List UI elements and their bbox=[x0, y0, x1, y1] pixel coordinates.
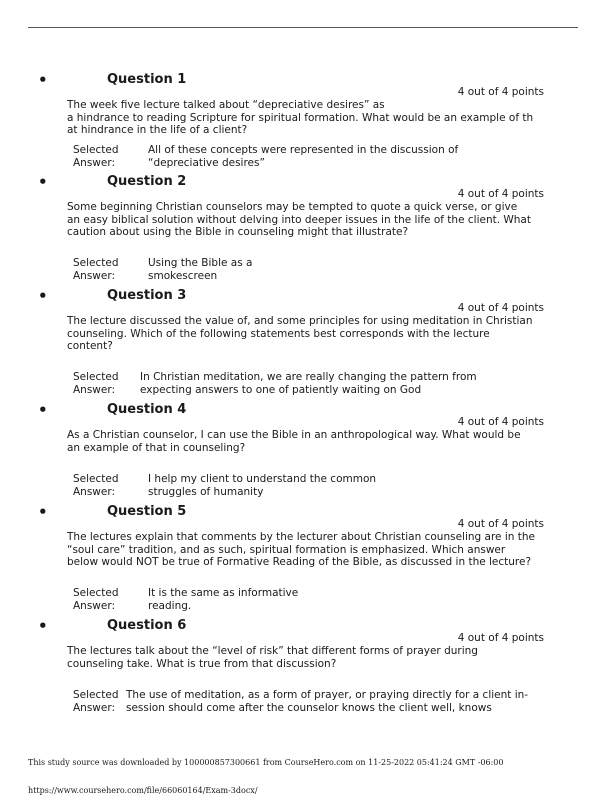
selected-answer-text: Using the Bible as a smokescreen bbox=[148, 257, 253, 282]
top-divider bbox=[28, 27, 578, 28]
download-notice: This study source was downloaded by 100000857300661 from CourseHero.com on 11-25-2022 05:41:24 GMT -06:00 bbox=[28, 758, 504, 767]
question-title: Question 2 bbox=[107, 174, 187, 189]
bullet: • bbox=[38, 173, 48, 191]
selected-answer-text: In Christian meditation, we are really changing the pattern from expecting answers to one of patiently waiting on God bbox=[140, 371, 477, 396]
question-prompt: As a Christian counselor, I can use the Bible in an anthropological way. What would be an example of that in counseling? bbox=[67, 429, 521, 454]
question-prompt: The week five lecture talked about “depreciative desires” as a hindrance to reading Scripture for spiritual formation. What would be an example of th at hindrance in the life of a client? bbox=[67, 99, 534, 136]
selected-answer-text: The use of meditation, as a form of prayer, or praying directly for a client in- session should come after the counselor knows the client well, knows bbox=[126, 689, 529, 714]
question-title: Question 3 bbox=[107, 288, 187, 303]
points-label: 4 out of 4 points bbox=[457, 632, 544, 644]
question-prompt: The lectures explain that comments by the lecturer about Christian counseling are in the “soul care” tradition, and as such, spiritual formation is emphasized. Which answer below would NOT be true of Formative Reading of the Bible, as discussed in the lecture? bbox=[67, 531, 535, 568]
bullet: • bbox=[38, 617, 48, 635]
bullet: • bbox=[38, 287, 48, 305]
selected-answer-text: All of these concepts were represented in the discussion of “depreciative desires” bbox=[148, 144, 459, 169]
points-label: 4 out of 4 points bbox=[457, 302, 544, 314]
selected-answer-label: Selected Answer: bbox=[73, 144, 119, 169]
selected-answer-text: It is the same as informative reading. bbox=[148, 587, 299, 612]
bullet: • bbox=[38, 503, 48, 521]
points-label: 4 out of 4 points bbox=[457, 416, 544, 428]
points-label: 4 out of 4 points bbox=[457, 188, 544, 200]
bullet: • bbox=[38, 401, 48, 419]
selected-answer-label: Selected Answer: bbox=[73, 689, 119, 714]
question-title: Question 4 bbox=[107, 402, 187, 417]
question-prompt: Some beginning Christian counselors may be tempted to quote a quick verse, or give an easy biblical solution without delving into deeper issues in the life of the client. What caution about using the Bible in counseling might that illustrate? bbox=[67, 201, 531, 238]
bullet: • bbox=[38, 71, 48, 89]
selected-answer-label: Selected Answer: bbox=[73, 473, 119, 498]
question-title: Question 6 bbox=[107, 618, 187, 633]
question-prompt: The lecture discussed the value of, and some principles for using meditation in Christian counseling. Which of the following statements best corresponds with the lecture content? bbox=[67, 315, 533, 352]
selected-answer-text: I help my client to understand the common struggles of humanity bbox=[148, 473, 377, 498]
selected-answer-label: Selected Answer: bbox=[73, 587, 119, 612]
question-title: Question 5 bbox=[107, 504, 187, 519]
points-label: 4 out of 4 points bbox=[457, 518, 544, 530]
selected-answer-label: Selected Answer: bbox=[73, 371, 119, 396]
question-title: Question 1 bbox=[107, 72, 187, 87]
selected-answer-label: Selected Answer: bbox=[73, 257, 119, 282]
source-url[interactable]: https://www.coursehero.com/file/66060164/Exam-3docx/ bbox=[28, 786, 258, 795]
question-prompt: The lectures talk about the “level of risk” that different forms of prayer during counseling take. What is true from that discussion? bbox=[67, 645, 478, 670]
points-label: 4 out of 4 points bbox=[457, 86, 544, 98]
